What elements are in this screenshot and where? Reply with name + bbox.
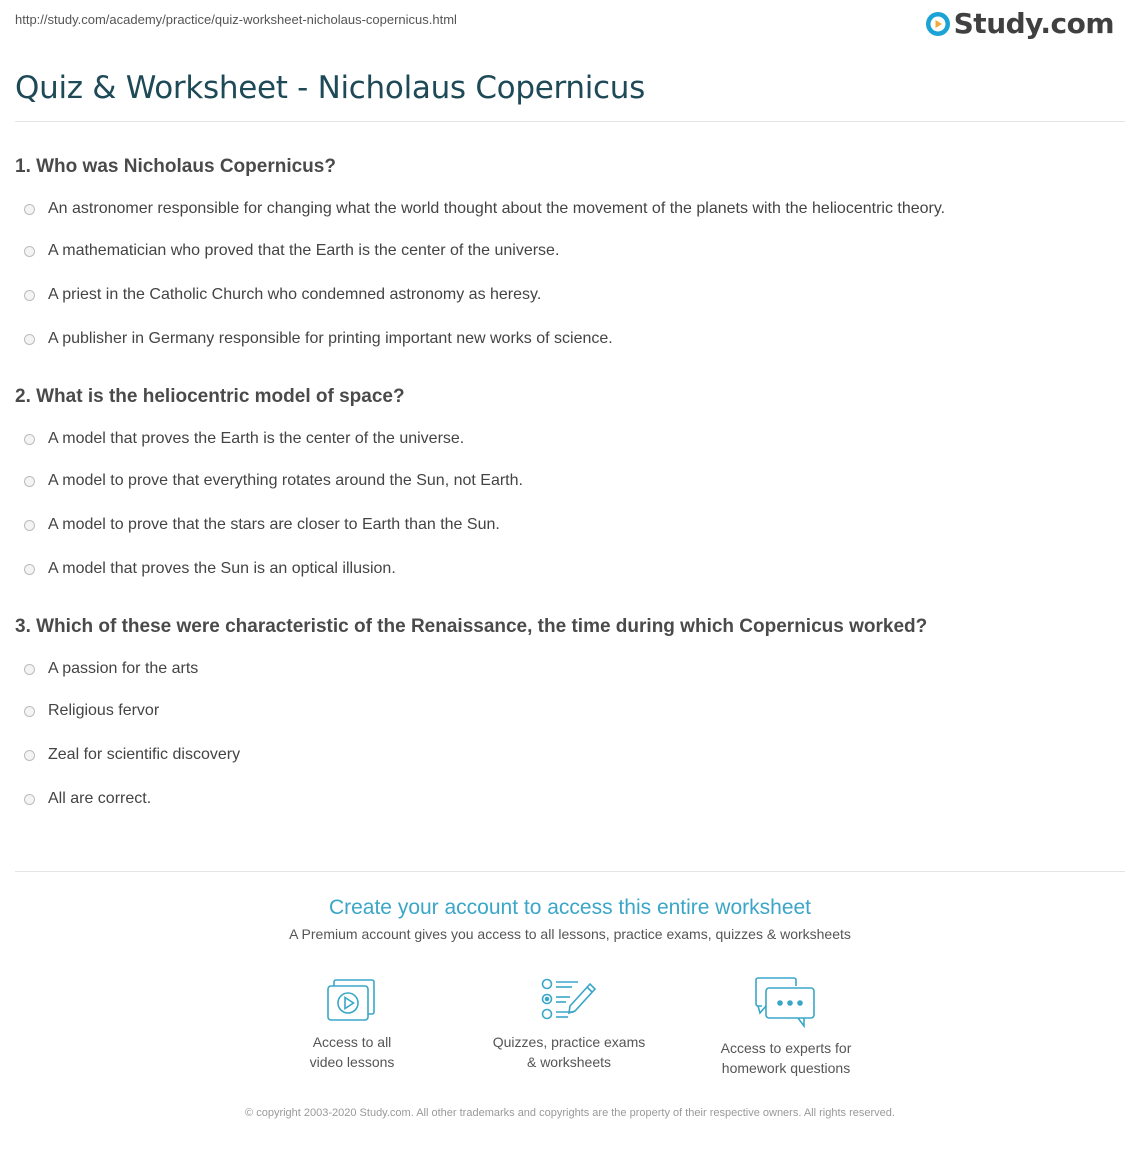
answer-option[interactable] [24, 419, 1125, 459]
radio-button[interactable] [24, 246, 35, 257]
cta-subtitle: A Premium account gives you access to all lessons, practice exams, quizzes & worksheets [289, 926, 851, 942]
answer-label: A passion for the arts [48, 660, 199, 677]
logo-text: Study.com [953, 7, 1114, 40]
answer-label: Zeal for scientific discovery [48, 746, 241, 763]
answer-options [15, 649, 1125, 821]
answer-option[interactable] [24, 229, 1125, 273]
question-list [15, 155, 1125, 845]
chat-bubbles-icon [754, 976, 818, 1028]
answer-label: A publisher in Germany responsible for printing important new works of science. [48, 330, 613, 347]
quiz-checklist-icon [540, 976, 598, 1022]
answer-option[interactable] [24, 273, 1125, 317]
radio-button[interactable] [24, 476, 35, 487]
page-url: http://study.com/academy/practice/quiz-worksheet-nicholaus-copernicus.html [15, 12, 457, 27]
answer-label: A model that proves the Sun is an optical illusion. [48, 560, 396, 577]
answer-option[interactable] [24, 689, 1125, 733]
feature-label: Access to all video lessons [309, 1034, 395, 1070]
radio-button[interactable] [24, 794, 35, 805]
answer-option[interactable] [24, 459, 1125, 503]
title-divider [15, 121, 1125, 122]
answer-option[interactable] [24, 777, 1125, 821]
page-title: Quiz & Worksheet - Nicholaus Copernicus [15, 70, 645, 106]
answer-label: All are correct. [48, 790, 152, 807]
radio-button[interactable] [24, 564, 35, 575]
answer-option[interactable] [24, 317, 1125, 361]
question-1 [15, 155, 1125, 361]
radio-button[interactable] [24, 290, 35, 301]
video-lessons-icon [326, 976, 378, 1022]
radio-button[interactable] [24, 520, 35, 531]
answer-option[interactable] [24, 733, 1125, 777]
answer-option[interactable] [24, 189, 1125, 229]
answer-option[interactable] [24, 503, 1125, 547]
answer-option[interactable] [24, 547, 1125, 591]
create-account-link[interactable]: Create your account to access this entire worksheet [328, 896, 812, 919]
radio-button[interactable] [24, 204, 35, 215]
question-3 [15, 615, 1125, 821]
feature-video-lessons [252, 976, 452, 1072]
radio-button[interactable] [24, 706, 35, 717]
radio-button[interactable] [24, 750, 35, 761]
cta-divider [15, 871, 1125, 872]
answer-label: An astronomer responsible for changing what the world thought about the movement of the planets with the heliocentric theory. [48, 200, 946, 217]
play-circle-icon [925, 11, 951, 37]
feature-experts [686, 976, 886, 1078]
answer-label: A mathematician who proved that the Earth is the center of the universe. [48, 242, 560, 259]
answer-label: Religious fervor [48, 702, 160, 719]
question-text: 1. Who was Nicholaus Copernicus? [15, 156, 336, 177]
feature-label: Access to experts for homework questions [720, 1040, 852, 1076]
answer-label: A model to prove that everything rotates around the Sun, not Earth. [48, 472, 523, 489]
question-text: 3. Which of these were characteristic of the Renaissance, the time during which Copernicus worked? [15, 616, 928, 637]
feature-label: Quizzes, practice exams & worksheets [492, 1034, 646, 1070]
answer-option[interactable] [24, 649, 1125, 689]
answer-label: A model that proves the Earth is the center of the universe. [48, 430, 465, 447]
radio-button[interactable] [24, 434, 35, 445]
study-logo[interactable] [925, 6, 1114, 42]
feature-quizzes [469, 976, 669, 1072]
answer-label: A priest in the Catholic Church who condemned astronomy as heresy. [48, 286, 542, 303]
question-2 [15, 385, 1125, 591]
radio-button[interactable] [24, 334, 35, 345]
copyright-notice: © copyright 2003-2020 Study.com. All other trademarks and copyrights are the property of their respective owners. All rights reserved. [245, 1107, 895, 1119]
question-text: 2. What is the heliocentric model of space? [15, 386, 405, 407]
answer-label: A model to prove that the stars are closer to Earth than the Sun. [48, 516, 500, 533]
answer-options [15, 189, 1125, 361]
radio-button[interactable] [24, 664, 35, 675]
answer-options [15, 419, 1125, 591]
